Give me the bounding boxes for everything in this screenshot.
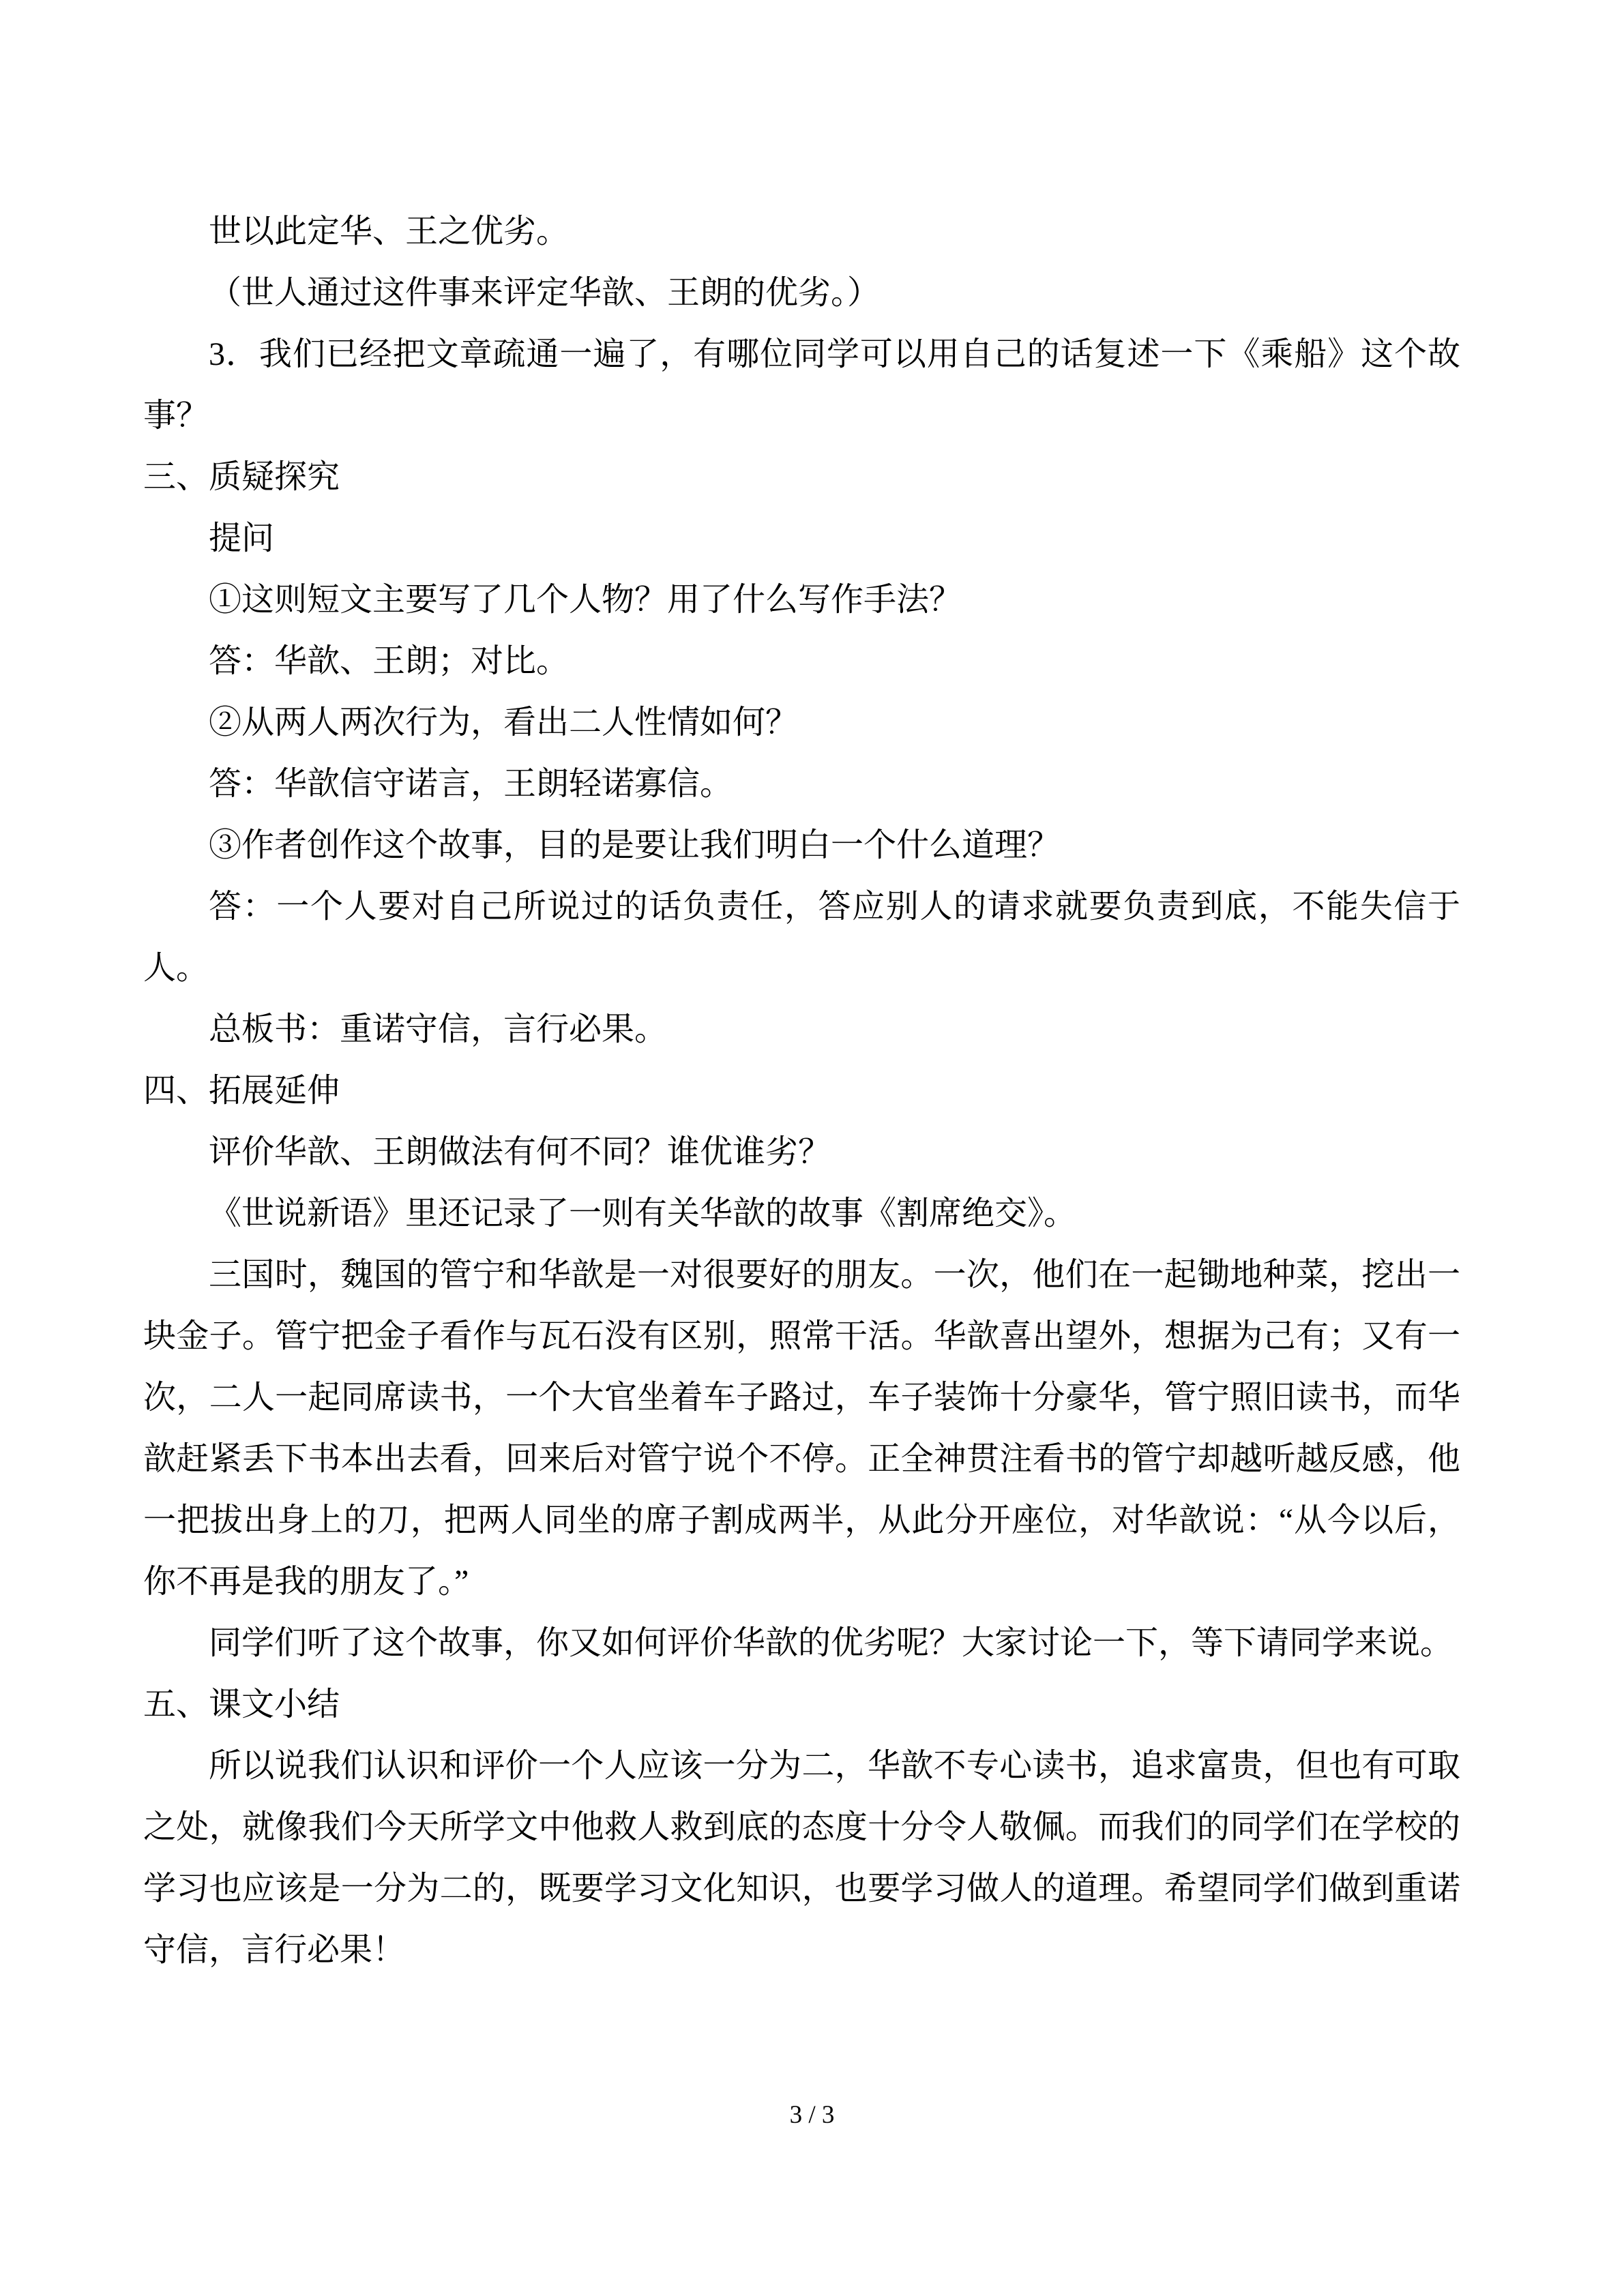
paragraph: 世以此定华、王之优劣。 [209,213,570,250]
paragraph: ①这则短文主要写了几个人物？用了什么写作手法？ [209,582,962,618]
paragraph: 总板书：重诺守信，言行必果。 [209,1011,668,1047]
paragraph: 同学们听了这个故事，你又如何评价华歆的优劣呢？大家讨论一下，等下请同学来说。 [209,1625,1453,1661]
paragraph: 《世说新语》里还记录了一则有关华歆的故事《割席绝交》。 [209,1195,1077,1232]
paragraph: 3．我们已经把文章疏通一遍了，有哪位同学可以用自己的话复述一下《乘船》这个故事？ [143,336,1460,434]
paragraph: 所以说我们认识和评价一个人应该一分为二，华歆不专心读书，追求富贵，但也有可取之处，就像我们今天所学文中他救人救到底的态度十分令人敬佩。而我们的同学们在学校的学习也应该是一分为二的，既要学习文化知识，也要学习做人的道理。希望同学们做到重诺守信，言行必果！ [143,1748,1460,1968]
document-body [143,201,1460,1981]
paragraph: ③作者创作这个故事，目的是要让我们明白一个什么道理？ [209,827,1061,863]
paragraph: 三、质疑探究 [143,459,340,495]
paragraph: （世人通过这件事来评定华歆、王朗的优劣。） [209,275,881,311]
paragraph: ②从两人两次行为，看出二人性情如何？ [209,704,799,741]
paragraph: 四、拓展延伸 [143,1073,340,1109]
paragraph: 答：一个人要对自己所说过的话负责任，答应别人的请求就要负责到底，不能失信于人。 [143,889,1460,986]
paragraph: 提问 [209,520,275,556]
paragraph: 评价华歆、王朗做法有何不同？谁优谁劣？ [209,1134,831,1170]
page-number: 3 / 3 [789,2101,835,2129]
paragraph: 答：华歆、王朗；对比。 [209,643,570,679]
paragraph: 五、课文小结 [143,1686,340,1723]
paragraph: 答：华歆信守诺言，王朗轻诺寡信。 [209,766,733,802]
paragraph: 三国时，魏国的管宁和华歆是一对很要好的朋友。一次，他们在一起锄地种菜，挖出一块金子。管宁把金子看作与瓦石没有区别，照常干活。华歆喜出望外，想据为己有；又有一次，二人一起同席读书，一个大官坐着车子路过，车子装饰十分豪华，管宁照旧读书，而华歆赶紧丢下书本出去看，回来后对管宁说个不停。正全神贯注看书的管宁却越听越反感，他一把拔出身上的刀，把两人同坐的席子割成两半，从此分开座位，对华歆说：“从今以后，你不再是我的朋友了。” [143,1257,1460,1600]
